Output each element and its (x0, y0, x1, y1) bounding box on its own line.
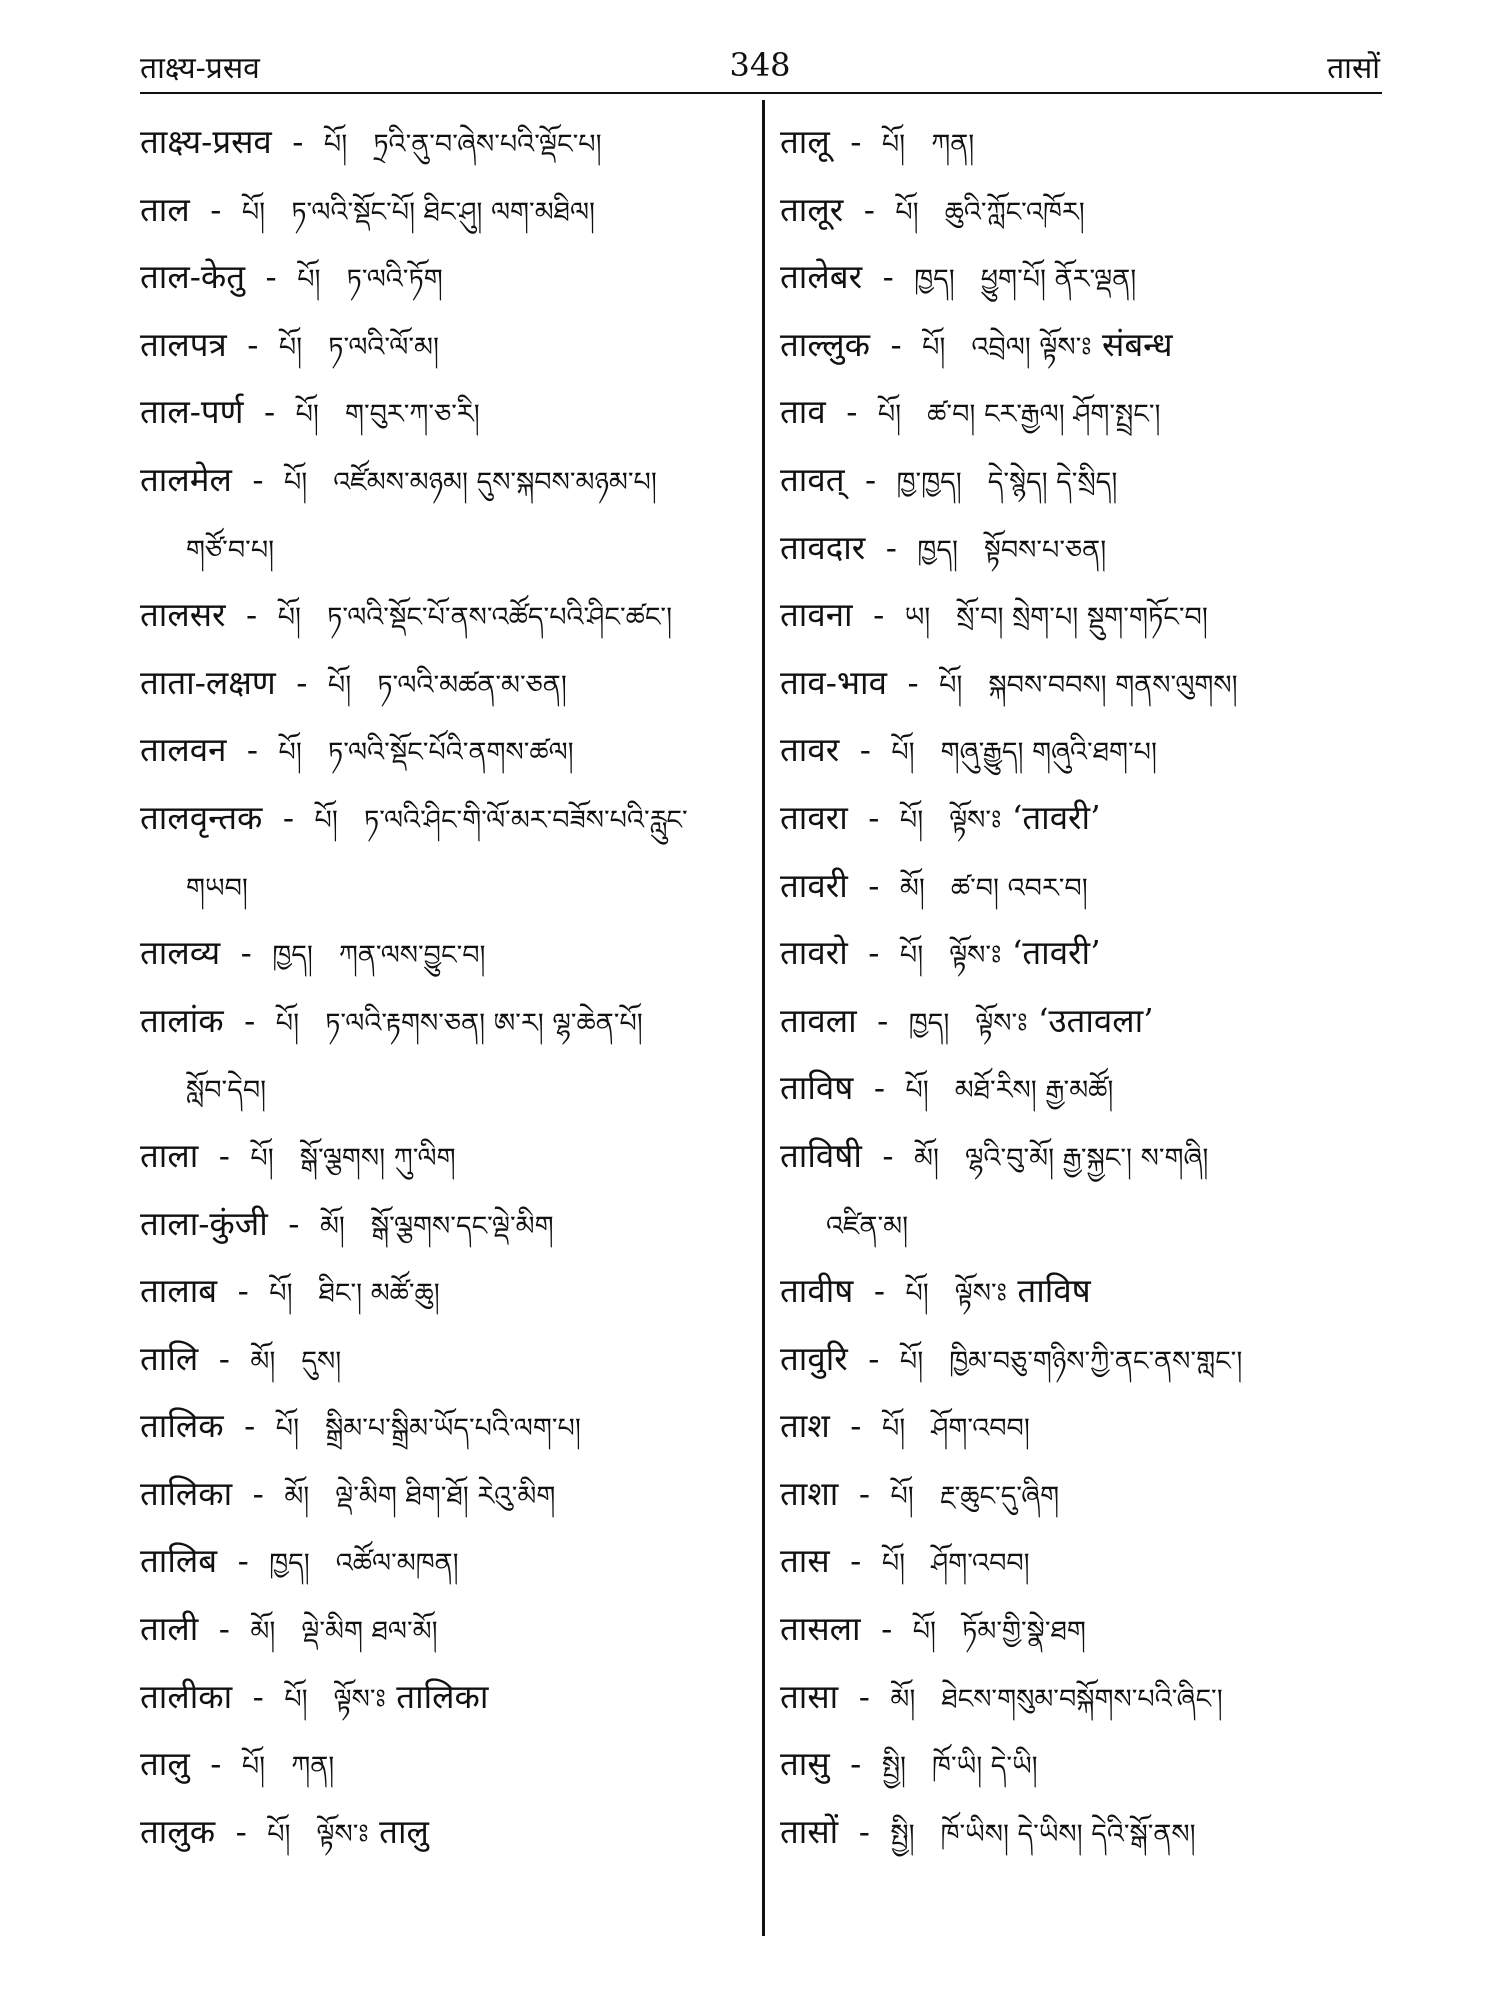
headword: तासु (780, 1744, 830, 1784)
cross-reference: ‘तावरी’ (1011, 933, 1101, 973)
headword: तावदार (780, 527, 866, 567)
tibetan-translation: ཏ་ལའི་སྡོང་པོ། ཐིང་ཤུ། ལག་མཐིལ། (291, 196, 596, 228)
tibetan-translation: ཏ་ལའི་ལོ་མ། (328, 331, 439, 363)
tibetan-translation: མཐོ་རིས། རྒྱ་མཚོ། (954, 1075, 1114, 1107)
part-of-speech: ཁྱད། (272, 940, 313, 972)
entry-dash: - (862, 595, 895, 635)
entry-dash: - (871, 1135, 905, 1175)
headword: तालमेल (140, 459, 232, 499)
tibetan-translation: སྲོ་བ། སྲེག་པ། སྡུག་གཏོང་བ། (956, 602, 1208, 634)
dictionary-entry (780, 987, 1380, 1055)
tibetan-translation: ཆུའི་ཀློང་འཁོར། (944, 196, 1085, 228)
part-of-speech: པོ། (881, 1548, 906, 1580)
headword: तावुरि (780, 1338, 848, 1378)
part-of-speech: པོ། (922, 331, 946, 363)
dictionary-entry (140, 1122, 740, 1190)
headword: तालवृन्तक (140, 797, 263, 837)
dictionary-entry (780, 1257, 1380, 1325)
headword: ताल्लुक (780, 324, 870, 364)
dictionary-entry (780, 514, 1380, 582)
headword: तालिका (140, 1473, 233, 1513)
cross-reference: तालु (379, 1811, 429, 1851)
tibetan-translation: ལྟོས་ཿ (949, 940, 1002, 972)
entry-dash: - (225, 1811, 258, 1851)
dictionary-entry (140, 716, 740, 784)
headword: तावर (780, 730, 840, 770)
entry-dash: - (853, 189, 886, 229)
dictionary-entry (140, 243, 740, 311)
dictionary-entry (780, 1663, 1380, 1731)
entry-dash: - (839, 1541, 872, 1581)
headword: तास (780, 1541, 830, 1581)
dictionary-entry (780, 784, 1380, 852)
dictionary-entry (780, 1527, 1380, 1595)
dictionary-entry (140, 1527, 740, 1595)
headword: तालुक (140, 1811, 216, 1851)
tibetan-translation: སློབ་དེབ། (186, 1075, 267, 1107)
entry-dash: - (242, 1676, 275, 1716)
dictionary-entry (140, 1798, 740, 1866)
entry-dash: - (863, 1068, 896, 1108)
dictionary-entry (780, 311, 1380, 379)
headword: तासा (780, 1676, 839, 1716)
entry-dash: - (253, 392, 286, 432)
dictionary-entry (780, 716, 1380, 784)
tibetan-translation: ལྡེ་མིག ཐལ་མོ། (301, 1616, 438, 1648)
entry-dash: - (848, 1811, 881, 1851)
entry-dash: - (848, 1473, 881, 1513)
headword: तालु (140, 1744, 190, 1784)
entry-dash: - (879, 324, 913, 364)
tibetan-translation: ལྡེ་མིག ཐིག་ཐོ། རེའུ་མིག (335, 1480, 556, 1512)
entry-dash: - (835, 392, 868, 432)
entry-dash: - (857, 797, 890, 837)
headword: तालांक (140, 1000, 224, 1040)
tibetan-translation: ཀན། (931, 129, 975, 160)
entry-dash: - (208, 1135, 241, 1175)
part-of-speech: པོ། (905, 1278, 929, 1310)
entry-dash: - (281, 122, 314, 161)
page-number: 348 (729, 46, 791, 84)
headword: तावीष (780, 1271, 854, 1311)
dictionary-entry (140, 1595, 740, 1663)
dictionary-entry (140, 1190, 740, 1258)
entry-dash: - (870, 1609, 903, 1649)
part-of-speech: པོ། (327, 669, 352, 701)
tibetan-translation: ཏ་ལའི་ཏོག (346, 264, 443, 296)
headword: तालेबर (780, 257, 863, 297)
tibetan-translation: ཏ་ལའི་མཚན་མ་ཅན། (377, 669, 567, 701)
entry-dash: - (839, 1406, 872, 1446)
dictionary-entry (140, 1663, 740, 1731)
tibetan-translation: ཀན་ལས་བྱུང་བ། (338, 940, 486, 972)
tibetan-translation: སྒོ་ལྕགས། ཀུ་ལིག (299, 1142, 456, 1174)
part-of-speech: པོ། (275, 1007, 300, 1039)
tibetan-translation: ལྟོས་ཿ (316, 1818, 369, 1850)
dictionary-entry (780, 378, 1380, 446)
part-of-speech: ཁྱད། (269, 1548, 310, 1580)
headword: तावला (780, 1000, 857, 1040)
entry-dash: - (285, 662, 318, 702)
entry-dash: - (849, 730, 882, 770)
headword: ताश (780, 1406, 830, 1446)
dictionary-entry (780, 243, 1380, 311)
entry-dash: - (236, 324, 269, 364)
dictionary-entry (780, 446, 1380, 514)
cross-reference: ताविष (1017, 1271, 1091, 1311)
part-of-speech: པོ། (250, 1142, 274, 1174)
tibetan-translation: ཚ་བ། འབར་བ། (950, 872, 1088, 904)
part-of-speech: པོ། (881, 1413, 906, 1445)
part-of-speech: པོ། (278, 331, 303, 363)
headword: तासों (780, 1811, 839, 1851)
tibetan-translation: ཤོག་འབབ། (931, 1413, 1030, 1445)
tibetan-translation: ཀན། (291, 1751, 335, 1783)
entry-dash: - (896, 662, 930, 702)
dictionary-entry (780, 176, 1380, 244)
headword: तालपत्र (140, 324, 227, 364)
tibetan-translation: ཚ་བ། ངར་རྒྱལ། ཤོག་སྤྲང་། (927, 399, 1161, 431)
headword: ताला (140, 1135, 199, 1175)
entry-continuation (140, 514, 740, 582)
headword: ताक्ष्य-प्रसव (140, 122, 272, 161)
tibetan-translation: འཛོམས་མཉམ། དུས་སྐབས་མཉམ་པ། (333, 466, 657, 498)
entry-dash: - (241, 459, 274, 499)
entry-dash: - (839, 1744, 872, 1784)
entry-dash: - (875, 527, 908, 567)
dictionary-entry (780, 581, 1380, 649)
headword: ताविषी (780, 1135, 862, 1175)
tibetan-translation: རྔ་ཆུང་དུ་ཞིག (939, 1480, 1060, 1512)
entry-continuation (780, 1190, 1380, 1258)
entry-continuation (140, 852, 740, 920)
dictionary-entry (780, 108, 1380, 176)
entry-dash: - (233, 1406, 266, 1446)
part-of-speech: པོ། (284, 1683, 308, 1715)
entry-continuation (140, 1054, 740, 1122)
tibetan-translation: ལྟོས་ཿ (954, 1278, 1007, 1310)
entry-dash: - (230, 933, 263, 973)
part-of-speech: པོ། (890, 1480, 914, 1512)
entry-dash: - (199, 189, 232, 229)
part-of-speech: སྤྱི། (881, 1751, 907, 1783)
part-of-speech: པོ། (323, 129, 348, 160)
tibetan-translation: འཛིན་མ། (826, 1210, 909, 1242)
dictionary-entry (140, 987, 740, 1055)
part-of-speech: ཁྱད། (908, 1007, 950, 1039)
dictionary-entry (780, 1730, 1380, 1798)
tibetan-translation: ལྟོས་ཿ (949, 804, 1002, 836)
header-rule (140, 92, 1382, 94)
headword: ताविष (780, 1068, 854, 1108)
tibetan-translation: ཏ་ལའི་སྡོང་པོའི་ནགས་ཚལ། (327, 737, 574, 769)
headword: ताल-पर्ण (140, 392, 244, 432)
tibetan-translation: ལྟོས་ཿ (333, 1683, 386, 1715)
tibetan-translation: འཚོལ་མཁན། (335, 1548, 459, 1580)
headword: तालिब (140, 1541, 218, 1581)
part-of-speech: ཁྱ་ཁྱད། (896, 466, 962, 498)
headword: ताल (140, 189, 190, 229)
dictionary-entry (780, 852, 1380, 920)
tibetan-translation: གཞུ་རྒྱུད། གཞུའི་ཐག་པ། (940, 737, 1157, 769)
tibetan-translation: ཤོག་འབབ། (931, 1548, 1030, 1580)
dictionary-entry (140, 446, 740, 514)
tibetan-translation: ཁྱིམ་བཅུ་གཉིས་ཀྱི་ནང་ནས་གླང་། (949, 1345, 1243, 1377)
part-of-speech: པོ། (939, 669, 963, 701)
part-of-speech: པོ། (899, 804, 924, 836)
entry-dash: - (866, 1000, 899, 1040)
cross-reference: तालिका (396, 1676, 489, 1716)
left-column (140, 108, 740, 1865)
tibetan-translation: སྐབས་བབས། གནས་ལུགས། (988, 669, 1238, 701)
tibetan-translation: ཁོ་ཡི། དེ་ཡི། (932, 1751, 1038, 1783)
headword: तालव्य (140, 933, 221, 973)
part-of-speech: པོ། (283, 466, 308, 498)
part-of-speech: མོ། (250, 1345, 276, 1377)
part-of-speech: མོ། (319, 1210, 345, 1242)
tibetan-translation: ག་བུར་ཀ་ཅ་རི། (344, 399, 480, 431)
part-of-speech: ཁྱད། (917, 534, 958, 566)
entry-dash: - (839, 122, 872, 161)
part-of-speech: པོ། (297, 264, 321, 296)
dictionary-entry (780, 1595, 1380, 1663)
headword: तासला (780, 1609, 861, 1649)
headword: तावरी (780, 865, 848, 905)
headword: तालसर (140, 595, 226, 635)
part-of-speech: པོ། (899, 940, 924, 972)
part-of-speech: པོ། (912, 1616, 937, 1648)
headword: ताल-केतु (140, 257, 246, 297)
tibetan-translation: ལྷའི་བུ་མོ། རྒྱ་སྐྱང་། ས་གཞི། (964, 1142, 1209, 1174)
header-last-entry: तासों (1327, 51, 1380, 86)
headword: तालिक (140, 1406, 224, 1446)
part-of-speech: པོ། (877, 399, 902, 431)
dictionary-entry (140, 1730, 740, 1798)
dictionary-entry (140, 919, 740, 987)
tibetan-translation: ཏ་ལའི་རྟགས་ཅན། ཨ་ར། ལྷ་ཆེན་པོ། (325, 1007, 643, 1039)
part-of-speech: ཡ། (904, 602, 931, 634)
headword: तावरो (780, 933, 848, 973)
headword: तालीका (140, 1676, 233, 1716)
tibetan-translation: དེ་སྙེད། དེ་སྲིད། (987, 466, 1118, 498)
entry-dash: - (863, 1271, 896, 1311)
headword: तालू (780, 122, 830, 161)
entry-dash: - (227, 1271, 260, 1311)
part-of-speech: པོ། (277, 602, 301, 634)
part-of-speech: པོ། (295, 399, 319, 431)
dictionary-entry (780, 1460, 1380, 1528)
part-of-speech: མོ། (914, 1142, 939, 1174)
tibetan-translation: ཏ་ལའི་ཤིང་གི་ལོ་མར་བཟོས་པའི་རླུང་ (363, 804, 688, 836)
part-of-speech: པོ། (895, 196, 919, 228)
headword: ताता-लक्षण (140, 662, 276, 702)
headword: तालूर (780, 189, 844, 229)
dictionary-entry (780, 919, 1380, 987)
headword: तालि (140, 1338, 199, 1378)
part-of-speech: པོ། (905, 1075, 929, 1107)
tibetan-translation: སྟོབས་པ་ཅན། (983, 534, 1107, 566)
part-of-speech: པོ། (267, 1818, 291, 1850)
tibetan-translation: ཕྱུག་པོ། ནོར་ལྡན། (980, 264, 1137, 296)
entry-dash: - (227, 1541, 260, 1581)
part-of-speech: མོ། (890, 1683, 916, 1715)
tibetan-translation: ཏོམ་གྱི་སྣེ་ཐག (962, 1616, 1086, 1648)
tibetan-translation: ཁོ་ཡིས། དེ་ཡིས། དེའི་སྒོ་ནས། (940, 1818, 1196, 1850)
dictionary-entry (780, 1392, 1380, 1460)
entry-dash: - (277, 1203, 310, 1243)
dictionary-entry (140, 581, 740, 649)
dictionary-entry (780, 1325, 1380, 1393)
dictionary-entry (140, 378, 740, 446)
entry-dash: - (242, 1473, 275, 1513)
header-first-entry: ताक्ष्य-प्रसव (140, 51, 260, 86)
part-of-speech: པོ། (241, 1751, 266, 1783)
headword: तावरा (780, 797, 848, 837)
part-of-speech: ཁྱད། (914, 264, 955, 296)
part-of-speech: པོ། (275, 1413, 300, 1445)
entry-dash: - (233, 1000, 266, 1040)
tibetan-translation: དུས། (301, 1345, 342, 1377)
entry-dash: - (857, 1338, 890, 1378)
dictionary-entry (140, 108, 740, 176)
part-of-speech: པོ། (269, 1278, 293, 1310)
headword: ताव-भाव (780, 662, 887, 702)
part-of-speech: པོ། (899, 1345, 924, 1377)
entry-dash: - (208, 1338, 241, 1378)
dictionary-entry (780, 1054, 1380, 1122)
entry-dash: - (208, 1609, 241, 1649)
dictionary-entry (780, 1798, 1380, 1866)
tibetan-translation: སྒྲིམ་པ་སྒྲིམ་ཡོད་པའི་ལག་པ། (325, 1413, 581, 1445)
entry-dash: - (255, 257, 288, 297)
headword: ताव (780, 392, 826, 432)
page-header (140, 42, 1380, 92)
tibetan-translation: ཏྲའི་ནུ་བ་ཞེས་པའི་ལྡོང་པ། (373, 129, 602, 160)
part-of-speech: པོ། (241, 196, 266, 228)
dictionary-entry (140, 1325, 740, 1393)
part-of-speech: པོ། (314, 804, 338, 836)
part-of-speech: མོ། (284, 1480, 310, 1512)
headword: ताली (140, 1609, 199, 1649)
entry-dash: - (199, 1744, 232, 1784)
entry-dash: - (235, 595, 268, 635)
entry-dash: - (236, 730, 269, 770)
dictionary-entry (140, 1392, 740, 1460)
part-of-speech: མོ། (899, 872, 925, 904)
dictionary-entry (780, 1122, 1380, 1190)
tibetan-translation: འབྲེལ། ལྟོས་ཿ (971, 331, 1092, 363)
headword: तालवन (140, 730, 227, 770)
tibetan-translation: སྒོ་ལྕགས་དང་ལྡེ་མིག (370, 1210, 554, 1242)
entry-dash: - (857, 865, 890, 905)
tibetan-translation: གཙོ་བ་པ། (186, 534, 275, 566)
dictionary-entry (140, 1257, 740, 1325)
entry-dash: - (854, 459, 887, 499)
right-column (780, 108, 1380, 1865)
tibetan-translation: ཏ་ལའི་སྡོང་པོ་ནས་འཚོད་པའི་ཤིང་ཚང་། (327, 602, 673, 634)
entry-dash: - (857, 933, 890, 973)
cross-reference: ‘उतावला’ (1037, 1000, 1154, 1040)
headword: ताला-कुंजी (140, 1203, 268, 1243)
column-divider (762, 100, 765, 1936)
dictionary-entry (140, 784, 740, 852)
part-of-speech: པོ། (881, 129, 906, 160)
headword: तावत् (780, 459, 845, 499)
part-of-speech: མོ། (250, 1616, 276, 1648)
dictionary-entry (140, 311, 740, 379)
cross-reference: संबन्ध (1102, 324, 1173, 364)
headword: तावना (780, 595, 853, 635)
tibetan-translation: གཡབ། (186, 872, 248, 904)
dictionary-entry (780, 649, 1380, 717)
entry-dash: - (872, 257, 905, 297)
entry-dash: - (272, 797, 305, 837)
tibetan-translation: ཐིང་། མཚོ་ཆུ། (318, 1278, 440, 1310)
headword: तालाब (140, 1271, 218, 1311)
part-of-speech: པོ། (891, 737, 915, 769)
cross-reference: ‘तावरी’ (1011, 797, 1101, 837)
entry-dash: - (848, 1676, 881, 1716)
dictionary-entry (140, 649, 740, 717)
tibetan-translation: ཐེངས་གསུམ་བསྐོགས་པའི་ཞིང་། (941, 1683, 1223, 1715)
headword: ताशा (780, 1473, 839, 1513)
part-of-speech: སྤྱི། (890, 1818, 915, 1850)
dictionary-entry (140, 176, 740, 244)
part-of-speech: པོ། (278, 737, 302, 769)
dictionary-entry (140, 1460, 740, 1528)
tibetan-translation: ལྟོས་ཿ (975, 1007, 1028, 1039)
